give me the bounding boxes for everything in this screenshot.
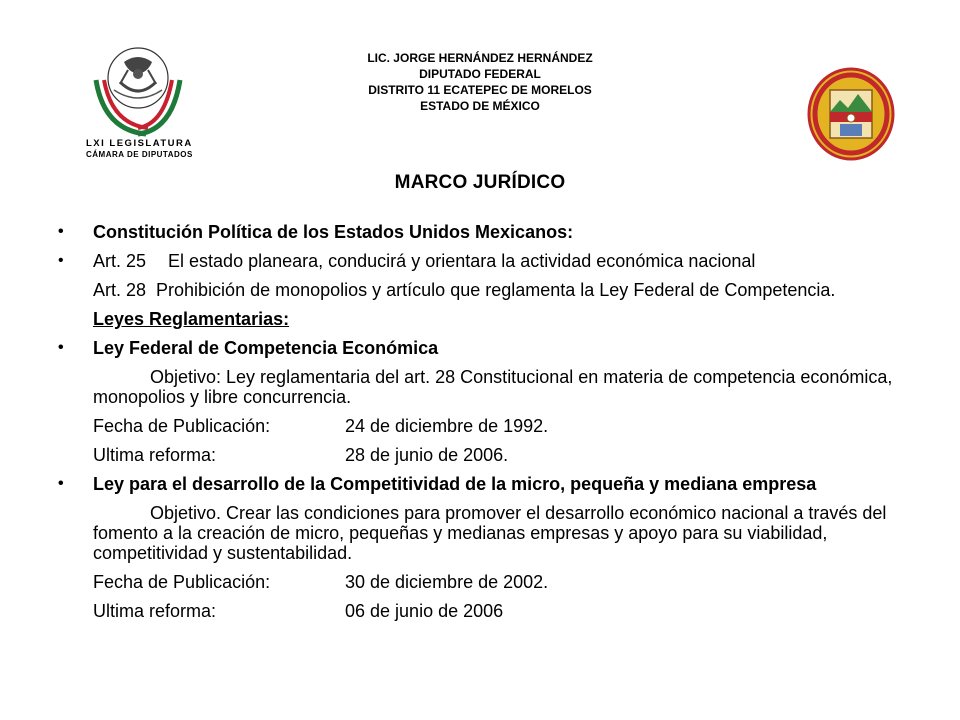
bullet-icon: •: [58, 252, 64, 269]
list-item-art28: [58, 280, 918, 300]
art28-text: Prohibición de monopolios y artículo que reglamenta la Ley Federal de Competencia.: [156, 280, 836, 300]
list-item-ley-pymes: [58, 474, 918, 494]
fecha-publicacion-value: 24 de diciembre de 1992.: [345, 416, 549, 436]
ley-pymes-objetivo-text: Objetivo. Crear las condiciones para promover el desarrollo económico nacional a través del fomento a la creación de micro, pequeñas y medianas empresas y apoyo para su viabilidad, competitividad y sustentabilidad.: [93, 503, 887, 563]
deputy-name: LIC. JORGE HERNÁNDEZ HERNÁNDEZ: [367, 51, 593, 65]
ley-competencia-objetivo: [58, 367, 918, 407]
fecha-publicacion-label: Fecha de Publicación:: [93, 416, 271, 436]
ultima-reforma-value: 06 de junio de 2006: [345, 601, 504, 621]
list-item-constitucion: [58, 222, 918, 242]
bullet-icon: •: [58, 339, 64, 356]
leyes-reglamentarias-text: Leyes Reglamentarias:: [93, 309, 290, 329]
ley-pymes-title: Ley para el desarrollo de la Competitividad de la micro, pequeña y mediana empresa: [93, 474, 817, 494]
deputy-state: ESTADO DE MÉXICO: [420, 99, 540, 113]
deputy-title: DIPUTADO FEDERAL: [419, 67, 541, 81]
ley-pymes-fecha: [58, 572, 918, 592]
deputy-header: [300, 50, 660, 114]
coat-of-arms-icon: [806, 66, 896, 162]
deputy-district: DISTRITO 11 ECATEPEC DE MORELOS: [368, 83, 592, 97]
ultima-reforma-value: 28 de junio de 2006.: [345, 445, 509, 465]
art25-number: Art. 25: [93, 251, 147, 271]
ley-competencia-objetivo-text: Objetivo: Ley reglamentaria del art. 28 Constitucional en materia de competencia económica, monopolios y libre concurrencia.: [93, 367, 893, 407]
ultima-reforma-label: Ultima reforma:: [93, 445, 217, 465]
art25-text: El estado planeara, conducirá y orientara la actividad económica nacional: [168, 251, 756, 271]
ley-pymes-reforma: [58, 601, 918, 621]
bullet-icon: •: [58, 475, 64, 492]
ley-competencia-reforma: [58, 445, 918, 465]
ultima-reforma-label: Ultima reforma:: [93, 601, 217, 621]
eagle-emblem-icon: [84, 40, 204, 138]
ley-competencia-title: Ley Federal de Competencia Económica: [93, 338, 439, 358]
bullet-icon: •: [58, 223, 64, 240]
ley-competencia-fecha: [58, 416, 918, 436]
fecha-publicacion-value: 30 de diciembre de 2002.: [345, 572, 549, 592]
constitucion-text: Constitución Política de los Estados Unidos Mexicanos:: [93, 222, 574, 242]
art28-number: Art. 28: [93, 280, 147, 300]
estado-mexico-coat-of-arms: [806, 66, 896, 162]
list-item-ley-competencia: [58, 338, 918, 358]
legal-framework-list: [58, 222, 918, 630]
legislatura-caption: LXI LEGISLATURA: [86, 138, 193, 149]
list-item-art25: [58, 251, 918, 271]
camara-caption: CÁMARA DE DIPUTADOS: [86, 150, 193, 159]
page-title: MARCO JURÍDICO: [394, 172, 566, 193]
camara-diputados-logo: [84, 40, 204, 162]
ley-pymes-objetivo: [58, 503, 918, 563]
fecha-publicacion-label: Fecha de Publicación:: [93, 572, 271, 592]
leyes-reglamentarias-heading: [58, 309, 918, 329]
